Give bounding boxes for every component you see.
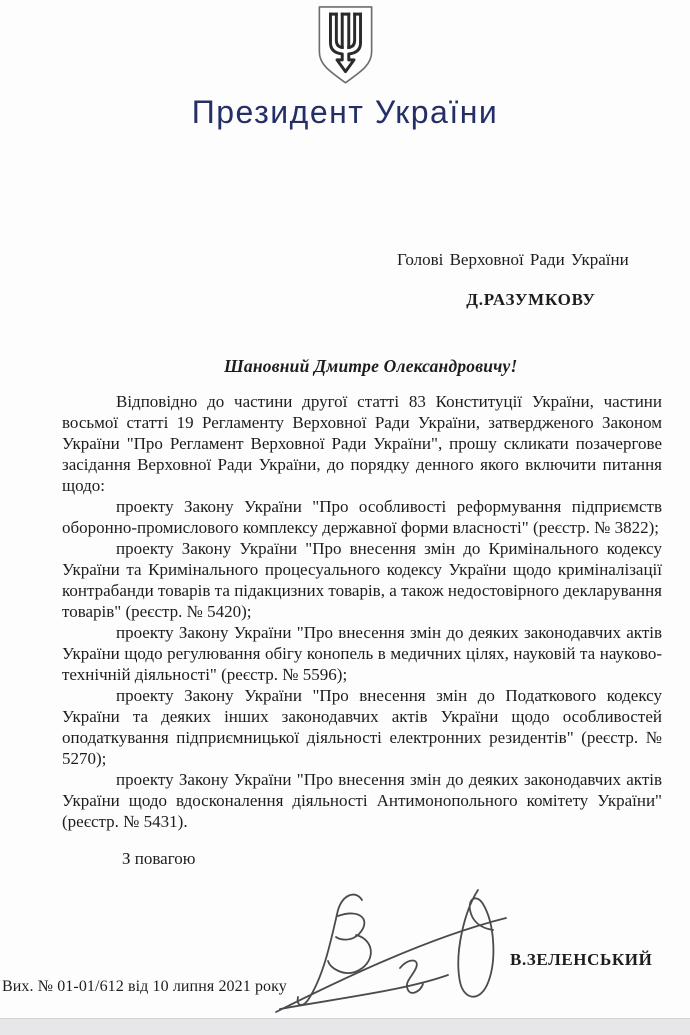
letter-body — [62, 391, 662, 869]
addressee-block — [397, 249, 665, 310]
salutation: Шановний Дмитре Олександровичу! — [224, 356, 518, 376]
outgoing-reference: Вих. № 01-01/612 від 10 липня 2021 року — [2, 978, 287, 995]
closing-phrase: З повагою — [122, 849, 196, 868]
law-item: проекту Закону України "Про внесення змін до деяких законодавчих актів України щодо вдосконалення діяльності Антимонопольного комітету України" (реєстр. № 5431). — [62, 770, 662, 831]
tryzub-shield-icon — [312, 5, 379, 86]
signer-name: В.ЗЕЛЕНСЬКИЙ — [510, 950, 653, 969]
law-item: проекту Закону України "Про внесення змін до деяких законодавчих актів України щодо регулювання обігу конопель в медичних цілях, науковій та науково-технічній діяльності" (реєстр. № 5596); — [62, 623, 662, 684]
law-item: проекту Закону України "Про особливості реформування підприємств оборонно-промислового комплексу державної форми власності" (реєстр. № 3822); — [62, 497, 662, 537]
law-item: проекту Закону України "Про внесення змін до Кримінального кодексу України та Кримінального процесуального кодексу України щодо криміналізації контрабанди товарів та підакцизних товарів, а також недостовірного декларування товарів" (реєстр. № 5420); — [62, 539, 662, 621]
law-item: проекту Закону України "Про внесення змін до Податкового кодексу України та деяких інших законодавчих актів України щодо особливостей оподаткування підприємницької діяльності електронних резидентів" (реєстр. № 5270); — [62, 686, 662, 768]
handwritten-signature — [266, 876, 518, 1018]
intro-paragraph: Відповідно до частини другої статті 83 Конституції України, частини восьмої статті 19 Регламенту Верховної Ради України, затвердженого Законом України "Про Регламент Верховної Ради України", прошу скликати позачергове засідання Верховної Ради України, до порядку денного якого включити питання щодо: — [62, 392, 662, 495]
addressee-position: Голові Верховної Ради України — [397, 250, 629, 269]
letterhead-title: Президент України — [191, 94, 499, 130]
addressee-name: Д.РАЗУМКОВУ — [466, 290, 596, 309]
scan-edge — [0, 1018, 690, 1035]
